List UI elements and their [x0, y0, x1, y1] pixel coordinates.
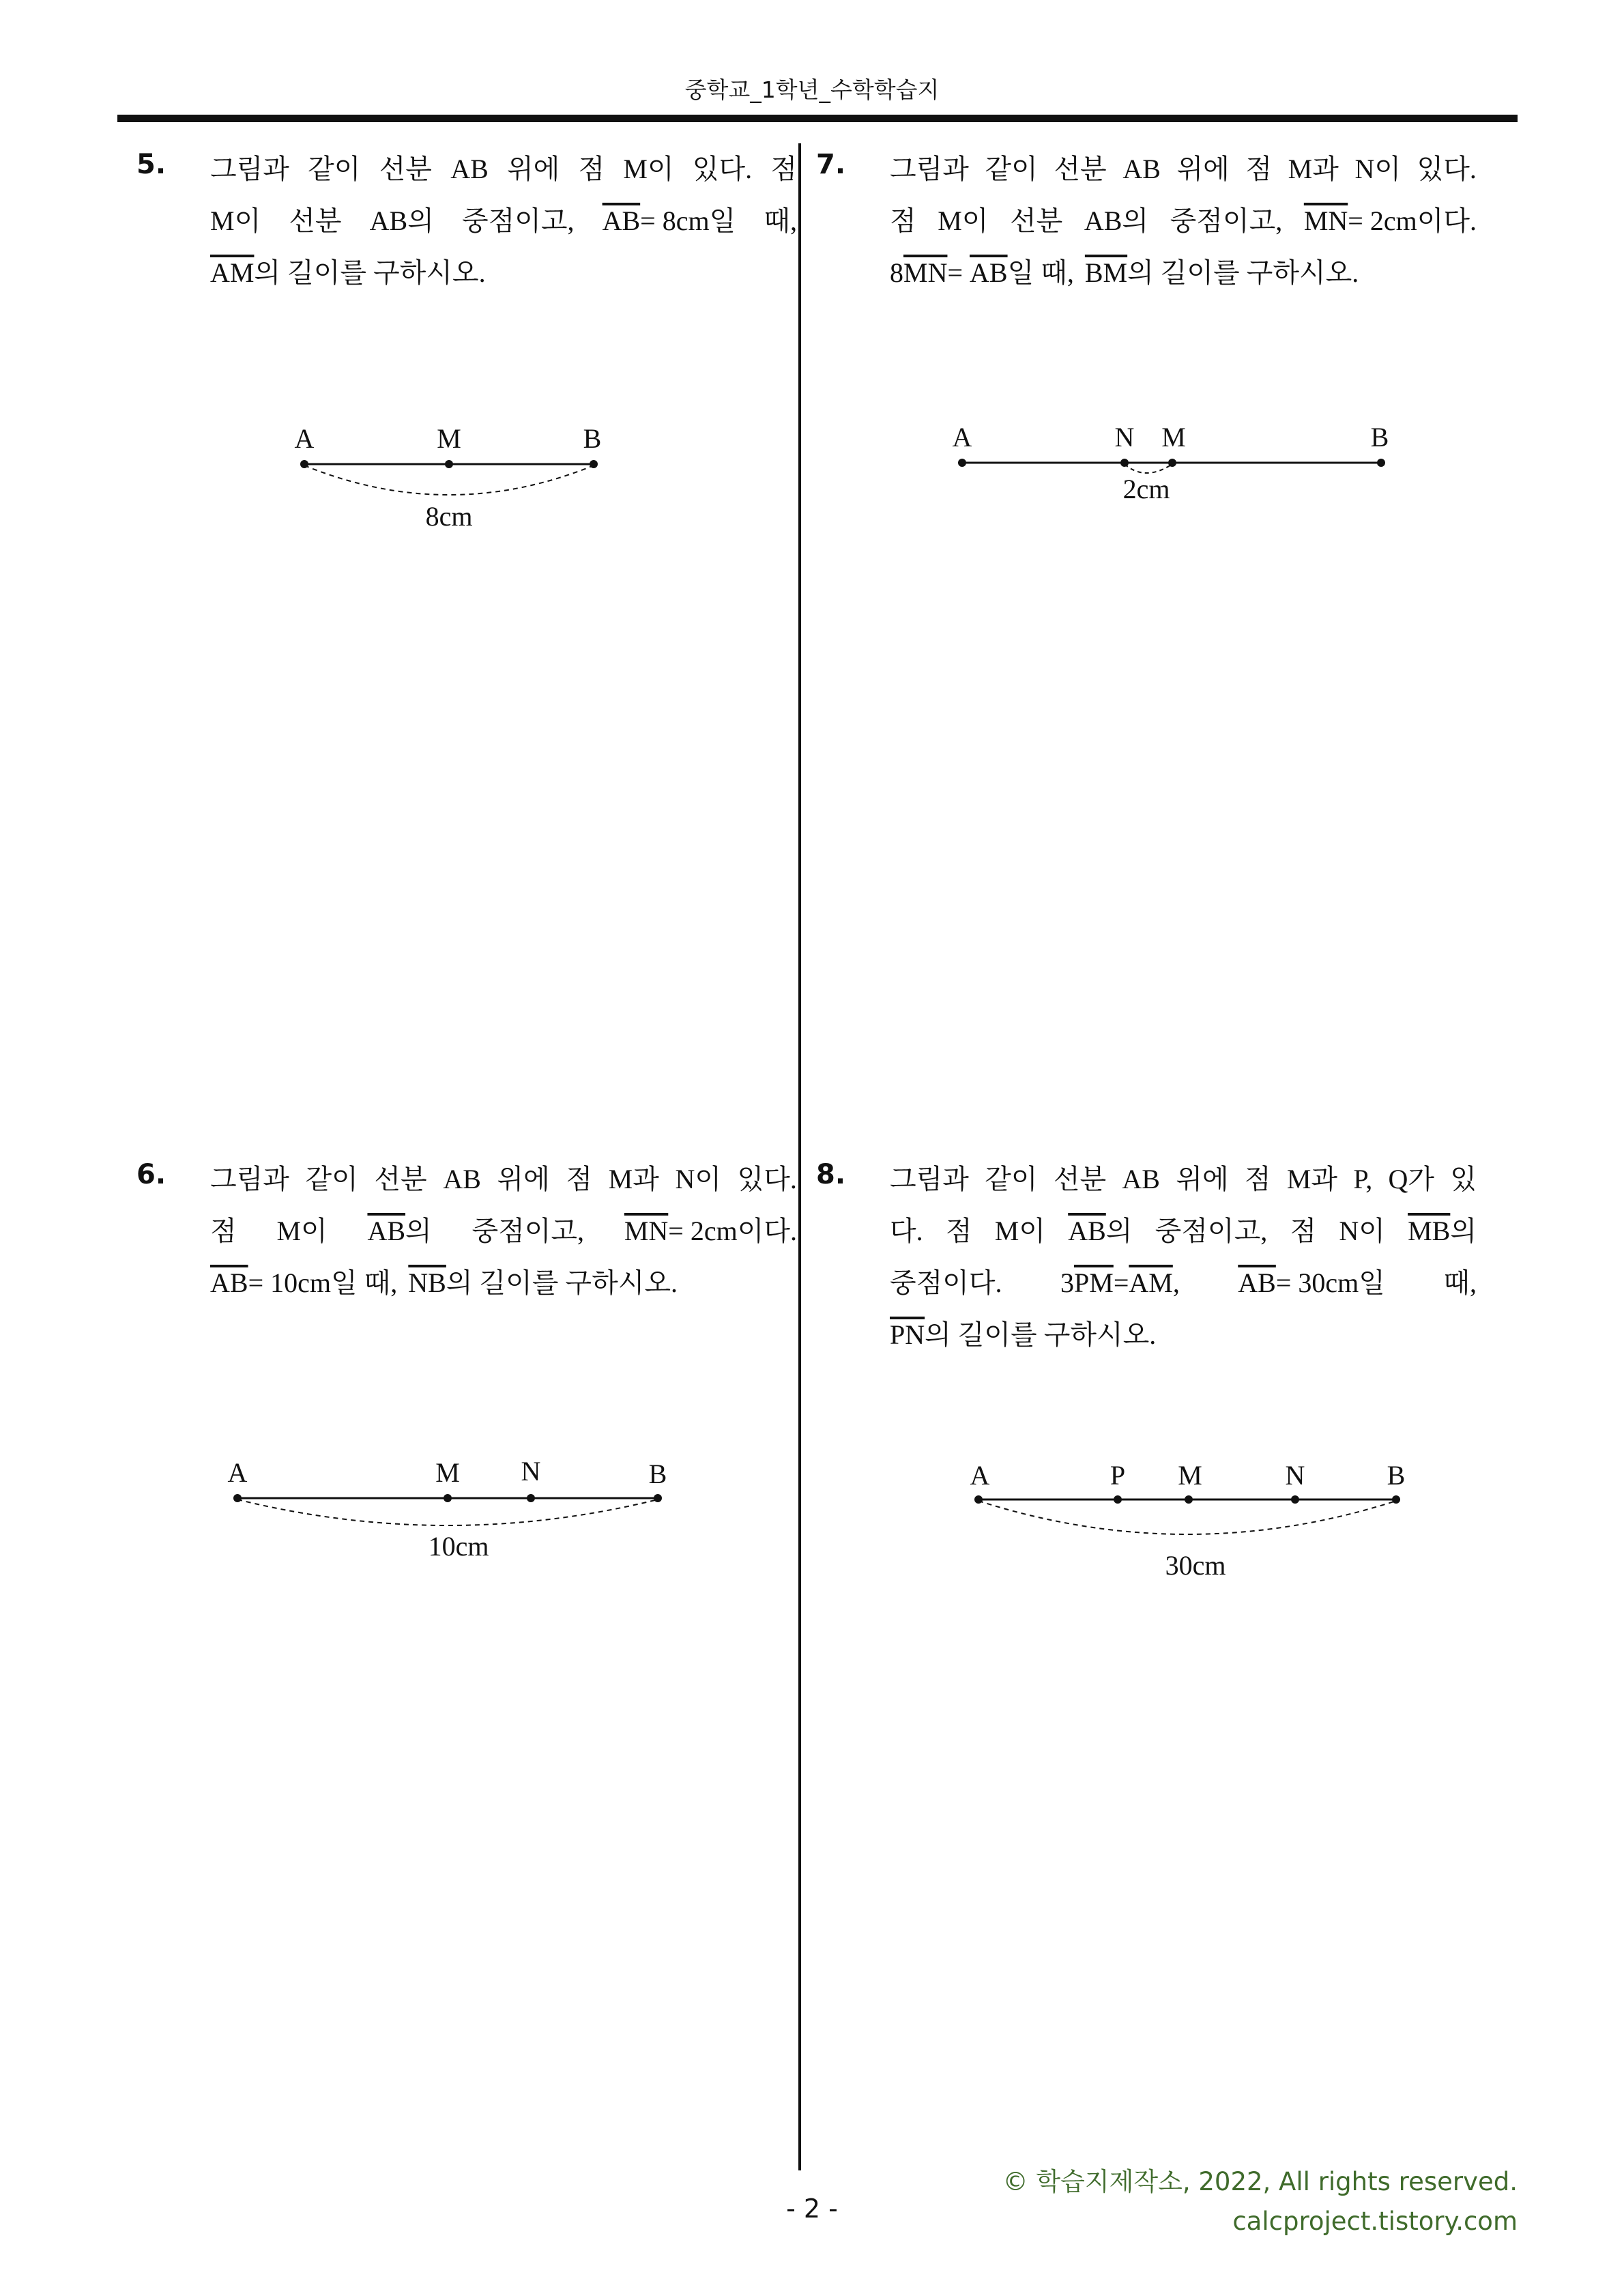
word: 선분 [1010, 205, 1063, 236]
text-line [890, 195, 1477, 247]
measure-arc [1125, 464, 1172, 473]
word: 있다. [737, 1164, 797, 1194]
point-b [590, 460, 598, 468]
point-m [1185, 1495, 1193, 1504]
word: 그림과 [890, 154, 969, 184]
label-m: M [435, 1457, 460, 1488]
math-expression: = 2cm [1348, 205, 1417, 236]
math-expression: = 2cm [668, 1216, 738, 1246]
text-line [210, 195, 797, 247]
word: 위에 [1176, 154, 1230, 184]
word: 점 [210, 1216, 237, 1246]
segment-symbol: $\overline{PM}$ [1074, 1267, 1114, 1298]
word: 있다. [692, 154, 753, 184]
text-line [890, 1257, 1477, 1309]
text-line [210, 1205, 797, 1257]
word: 중점이고, [461, 205, 575, 236]
word: 중점이다. [890, 1267, 1002, 1298]
word: AB [1122, 1164, 1160, 1194]
word: 점 [890, 205, 916, 236]
measure-label: 8cm [425, 501, 473, 532]
word: 의 길이를 구하시오. [254, 257, 486, 288]
math-expression: = 8cm [640, 205, 710, 236]
word: 의 [1105, 1216, 1133, 1246]
word: 점 [1290, 1216, 1317, 1246]
page-number: - 2 - [786, 2194, 838, 2224]
label-p: P [1110, 1460, 1126, 1491]
segment-symbol: $\overline{MN}$ [1303, 205, 1348, 236]
segment-diagram [205, 1450, 696, 1587]
word: 의 [405, 1216, 432, 1246]
segment-diagram [935, 416, 1412, 526]
problem-number: 8. [816, 1159, 846, 1190]
math-expression: = 30cm [1275, 1267, 1359, 1298]
word: 그림과 [890, 1164, 969, 1194]
label-b: B [1370, 422, 1389, 453]
label-a: A [294, 423, 315, 454]
math-expression: 3 [1060, 1267, 1074, 1298]
word: M과 [608, 1164, 659, 1194]
segment-symbol: $\overline{AB}$ [210, 1267, 248, 1298]
word: M이 [938, 205, 989, 236]
word: M이 [276, 1216, 328, 1246]
problem-text [210, 143, 797, 299]
problem-text [890, 1153, 1477, 1361]
word: 다. [890, 1216, 923, 1246]
word: 같이 [985, 154, 1038, 184]
word: 있 [1450, 1164, 1477, 1194]
measure-arc [304, 465, 594, 495]
figure-6 [205, 1450, 696, 1590]
segment-symbol: $\overline{MN}$ [624, 1216, 669, 1246]
math-expression: = [1113, 1267, 1129, 1298]
label-n: N [1114, 422, 1135, 453]
word: 일 때, [1007, 257, 1074, 288]
word: 때, [764, 205, 797, 236]
point-a [974, 1495, 983, 1504]
word: 이다. [1417, 205, 1477, 236]
word: 의 [1450, 1216, 1477, 1246]
word: M이 [623, 154, 674, 184]
word: Q가 [1388, 1164, 1435, 1194]
measure-arc [978, 1501, 1396, 1534]
column-divider [798, 143, 801, 2170]
point-b [1392, 1495, 1400, 1504]
segment-symbol: $\overline{AM}$ [210, 257, 255, 288]
problem-number: 6. [136, 1159, 166, 1190]
word: M이 [210, 205, 261, 236]
label-m: M [437, 423, 461, 454]
point-m [1168, 459, 1176, 467]
word: 중점이고, [1170, 205, 1283, 236]
label-n: N [1285, 1460, 1305, 1491]
segment-symbol: $\overline{AB}$ [970, 257, 1008, 288]
word: 점 [945, 1216, 972, 1246]
segment-symbol: $\overline{MN}$ [903, 257, 948, 288]
page-header-title: 중학교_1학년_수학학습지 [684, 76, 940, 103]
segment-symbol: $\overline{AB}$ [602, 205, 641, 236]
problem-number: 7. [816, 149, 846, 180]
word: 점 [566, 1164, 593, 1194]
segment-symbol: $\overline{AB}$ [367, 1216, 406, 1246]
problem-number: 5. [136, 149, 166, 180]
measure-label: 10cm [428, 1531, 489, 1562]
word: 선분 [1054, 154, 1107, 184]
point-n [1291, 1495, 1299, 1504]
word: N이 [675, 1164, 721, 1194]
point-p [1114, 1495, 1122, 1504]
segment-symbol: $\overline{AB}$ [1068, 1216, 1106, 1246]
word: 일 [709, 205, 736, 236]
text-line [210, 1153, 797, 1205]
label-m: M [1178, 1460, 1202, 1491]
point-b [1377, 459, 1385, 467]
word: 중점이고, [472, 1216, 585, 1246]
figure-5 [273, 416, 628, 556]
word: 의 길이를 구하시오. [446, 1267, 678, 1298]
point-n [527, 1494, 535, 1502]
segment-symbol: $\overline{AB}$ [1238, 1267, 1276, 1298]
point-a [300, 460, 308, 468]
problem-text [210, 1153, 797, 1309]
text-line [890, 143, 1477, 195]
word: 있다. [1417, 154, 1477, 184]
segment-symbol: $\overline{PN}$ [890, 1319, 925, 1350]
label-b: B [1387, 1460, 1406, 1491]
measure-label: 2cm [1122, 474, 1170, 504]
label-a: A [970, 1460, 990, 1491]
point-a [233, 1494, 242, 1502]
segment-diagram [942, 1450, 1433, 1601]
word: 위에 [507, 154, 560, 184]
label-a: A [952, 422, 972, 453]
word: 그림과 [210, 1164, 289, 1194]
word: 일 [1359, 1267, 1385, 1298]
text-line [890, 1309, 1477, 1361]
problem-text [890, 143, 1477, 299]
point-n [1120, 459, 1129, 467]
copyright-text: © 학습지제작소, 2022, All rights reserved. [1002, 2167, 1518, 2196]
word: 점 [1245, 154, 1273, 184]
text-line [210, 247, 797, 299]
word: 점 [578, 154, 605, 184]
word: AB [1122, 154, 1161, 184]
text-line [890, 1153, 1477, 1205]
word: 그림과 [210, 154, 289, 184]
figure-7 [935, 416, 1412, 529]
word: 같이 [985, 1164, 1038, 1194]
segment-symbol: $\overline{MB}$ [1408, 1216, 1451, 1246]
word: 때, [1443, 1267, 1477, 1298]
segment-symbol: $\overline{AM}$ [1129, 1267, 1173, 1298]
word: AB [443, 1164, 481, 1194]
word: 위에 [1176, 1164, 1229, 1194]
word: 선분 [289, 205, 342, 236]
text-line [210, 1257, 797, 1309]
point-m [444, 1494, 452, 1502]
point-m [445, 460, 453, 468]
segment-diagram [273, 416, 628, 553]
word: 점 [1244, 1164, 1271, 1194]
label-n: N [521, 1456, 541, 1487]
word: 의 길이를 구하시오. [925, 1319, 1157, 1350]
header-rule [117, 115, 1518, 122]
label-b: B [583, 423, 602, 454]
word: AB의 [1084, 205, 1149, 236]
site-url: calcproject.tistory.com [1232, 2207, 1518, 2236]
measure-arc [237, 1499, 658, 1525]
point-a [958, 459, 966, 467]
word: 같이 [305, 1164, 358, 1194]
word: M과 [1286, 1164, 1338, 1194]
word: 중점이고, [1155, 1216, 1268, 1246]
text-line [890, 247, 1477, 299]
word: 선분 [379, 154, 432, 184]
word: 선분 [1053, 1164, 1107, 1194]
figure-8 [942, 1450, 1433, 1604]
word: 이다. [737, 1216, 797, 1246]
text-line [210, 143, 797, 195]
word: P, [1353, 1164, 1373, 1194]
segment-symbol: $\overline{BM}$ [1084, 257, 1128, 288]
label-b: B [648, 1459, 667, 1489]
word: AB [450, 154, 489, 184]
word: 의 길이를 구하시오. [1127, 257, 1359, 288]
word: M과 [1288, 154, 1339, 184]
label-m: M [1161, 422, 1186, 453]
word: N이 [1354, 154, 1401, 184]
word: 일 때, [331, 1267, 398, 1298]
word: N이 [1339, 1216, 1385, 1246]
segment-symbol: $\overline{NB}$ [408, 1267, 446, 1298]
math-expression: = [947, 257, 963, 288]
label-a: A [227, 1457, 248, 1488]
word: AB의 [369, 205, 434, 236]
measure-label: 30cm [1165, 1550, 1226, 1581]
word: 같이 [308, 154, 361, 184]
text-line [890, 1205, 1477, 1257]
word: M이 [994, 1216, 1045, 1246]
math-expression: 8 [890, 257, 903, 288]
math-expression: = 10cm [248, 1267, 332, 1298]
word: 위에 [497, 1164, 550, 1194]
math-expression: , [1172, 1267, 1180, 1298]
point-b [654, 1494, 662, 1502]
word: 점 [770, 154, 797, 184]
word: 선분 [374, 1164, 427, 1194]
